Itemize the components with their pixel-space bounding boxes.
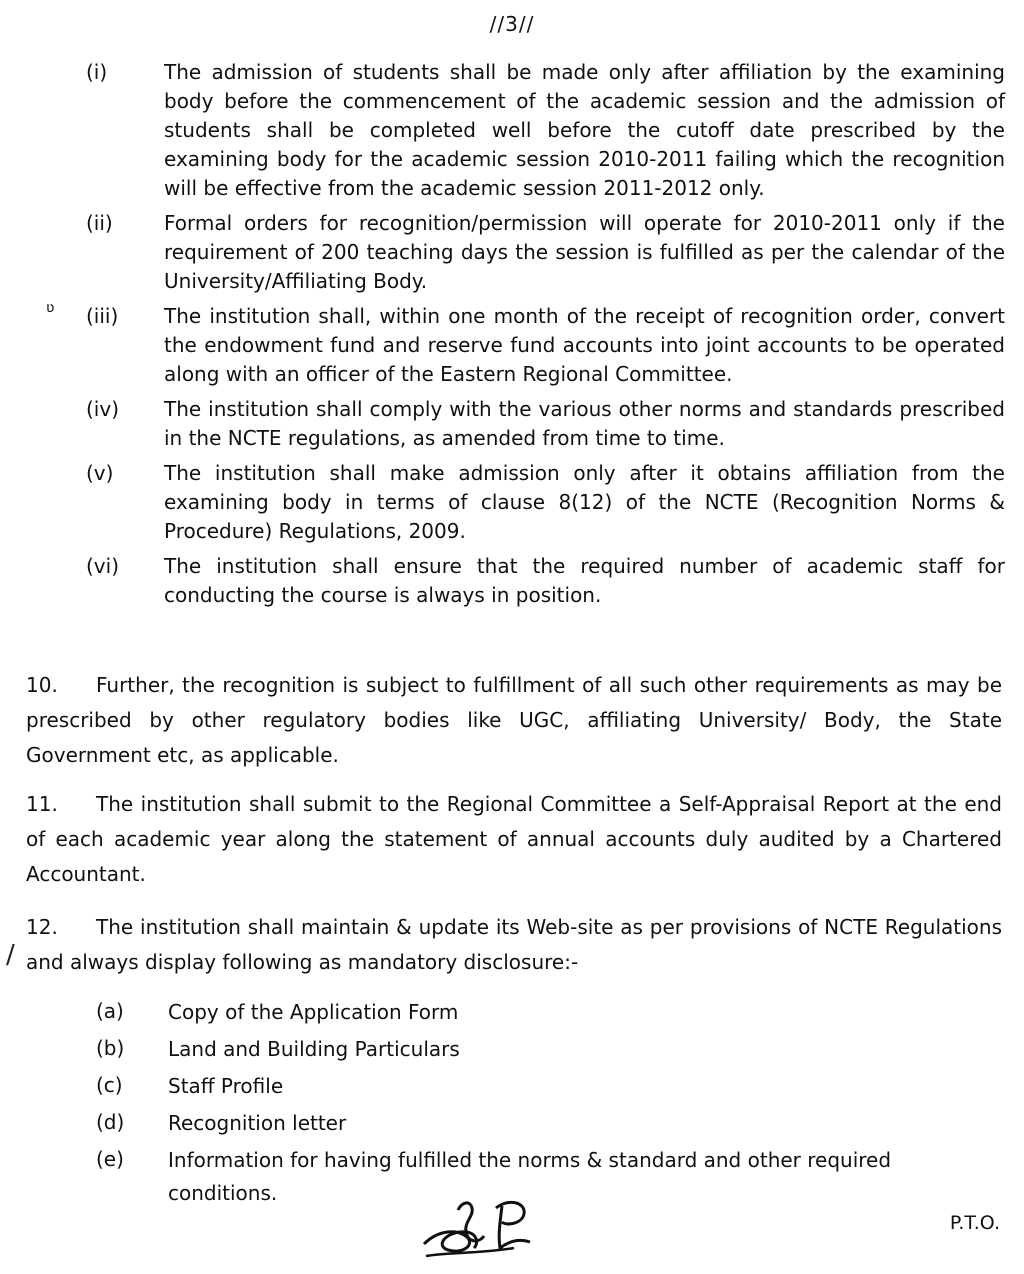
disclosure-text: Recognition letter [168,1111,347,1135]
pto-label: P.T.O. [949,1212,1000,1234]
paragraph-number: 10. [26,673,58,697]
margin-speck: ʋ [46,300,55,316]
paragraph-11 [26,787,1002,892]
condition-item [80,395,1005,453]
paragraph-text: The institution shall maintain & update its Web-site as per provisions of NCTE Regulations and always display following as mandatory disclosure:- [26,915,1002,974]
paragraph-text: The institution shall submit to the Regional Committee a Self-Appraisal Report at the end of each academic year along the statement of annual accounts duly audited by a Chartered Accountant. [26,792,1002,886]
conditions-list [80,58,1005,616]
paragraph-10 [26,668,1002,773]
page-number: //3// [489,12,535,36]
margin-tick-mark: / [6,940,15,970]
condition-item [80,302,1005,389]
paragraph-text: Further, the recognition is subject to fulfillment of all such other requirements as may be prescribed by other regulatory bodies like UGC, affiliating University/ Body, the State Government etc, as applicable. [26,673,1002,767]
disclosure-item [96,1033,1006,1066]
disclosure-list [96,996,1006,1214]
condition-item [80,58,1005,203]
handwritten-signature-icon [418,1192,548,1268]
condition-marker: (v) [86,461,114,485]
disclosure-marker: (c) [96,1073,123,1097]
disclosure-item [96,1070,1006,1103]
condition-text: The admission of students shall be made only after affiliation by the examining body before the commencement of the academic session and the admission of students shall be completed well before the cutoff date prescribed by the examining body for the academic session 2010-2011 failing which the recognition will be effective from the academic session 2011-2012 only. [164,60,1005,200]
condition-text: The institution shall make admission only after it obtains affiliation from the examining body in terms of clause 8(12) of the NCTE (Recognition Norms & Procedure) Regulations, 2009. [164,461,1005,543]
disclosure-text: Land and Building Particulars [168,1037,460,1061]
disclosure-marker: (e) [96,1147,124,1171]
disclosure-item [96,1144,1006,1210]
condition-text: The institution shall ensure that the required number of academic staff for conducting the course is always in position. [164,554,1005,607]
disclosure-item [96,1107,1006,1140]
paragraph-number: 11. [26,792,58,816]
condition-text: Formal orders for recognition/permission will operate for 2010-2011 only if the requirement of 200 teaching days the session is fulfilled as per the calendar of the University/Affiliating Body. [164,211,1005,293]
condition-marker: (vi) [86,554,119,578]
disclosure-marker: (d) [96,1110,125,1134]
condition-marker: (iv) [86,397,119,421]
condition-item [80,459,1005,546]
condition-marker: (i) [86,60,108,84]
disclosure-text: Staff Profile [168,1074,284,1098]
disclosure-text: Copy of the Application Form [168,1000,459,1024]
condition-item [80,552,1005,610]
condition-text: The institution shall, within one month of the receipt of recognition order, convert the endowment fund and reserve fund accounts into joint accounts to be operated along with an officer of the Eastern Regional Committee. [164,304,1005,386]
disclosure-marker: (a) [96,999,124,1023]
condition-marker: (iii) [86,304,119,328]
paragraph-number: 12. [26,915,58,939]
disclosure-item [96,996,1006,1029]
disclosure-marker: (b) [96,1036,125,1060]
paragraph-12 [26,910,1002,980]
condition-item [80,209,1005,296]
disclosure-text: Information for having fulfilled the norms & standard and other required conditions. [168,1148,892,1205]
condition-text: The institution shall comply with the various other norms and standards prescribed in the NCTE regulations, as amended from time to time. [164,397,1005,450]
condition-marker: (ii) [86,211,113,235]
